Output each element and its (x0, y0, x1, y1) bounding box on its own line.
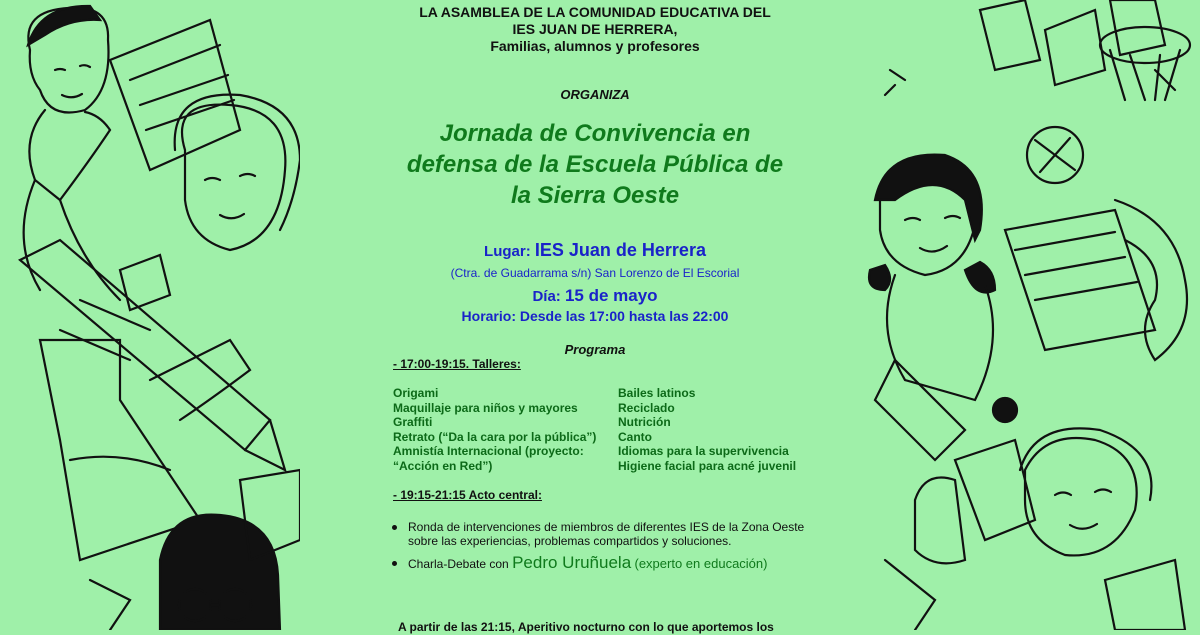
taller-item: Maquillaje para niños y mayores (393, 400, 578, 415)
acto-item-charla (408, 553, 828, 572)
taller-item: Bailes latinos (618, 386, 696, 400)
acto-item-intervenciones (408, 520, 828, 548)
talleres-heading: - 17:00-19:15. Talleres: (393, 357, 521, 371)
event-title (330, 118, 860, 211)
venue-label: Lugar: (484, 243, 531, 260)
talleres-list-left (393, 386, 618, 474)
organizer-line-1: LA ASAMBLEA DE LA COMUNIDAD EDUCATIVA DEL (419, 4, 771, 20)
right-illustration-drawing (855, 0, 1200, 630)
bullet-icon (392, 525, 397, 530)
right-illustration (855, 0, 1200, 630)
speaker-name: Pedro Uruñuela (512, 553, 632, 572)
date (330, 286, 860, 306)
taller-item: Reciclado (618, 400, 675, 415)
left-illustration (0, 0, 300, 630)
taller-item: Amnistía Internacional (proyecto: (393, 444, 584, 459)
footer-text: A partir de las 21:15, Aperitivo nocturno con lo que aportemos los (398, 620, 774, 634)
event-title-line-3: la Sierra Oeste (510, 182, 680, 209)
venue (330, 240, 860, 261)
talleres-list-right (618, 386, 833, 474)
acto-central-list (408, 520, 828, 579)
speaker-description: (experto en educación) (634, 556, 768, 571)
schedule: Horario: Desde las 17:00 hasta las 22:00 (461, 308, 729, 324)
event-title-line-2: defensa de la Escuela Pública de (406, 151, 784, 178)
programa-heading: Programa (564, 342, 626, 357)
taller-item: Higiene facial para acné juvenil (618, 458, 797, 473)
organizer-header (330, 4, 860, 55)
left-illustration-drawing (0, 0, 300, 630)
taller-item: Nutrición (618, 415, 671, 430)
organiza-label: ORGANIZA (560, 87, 630, 102)
date-value: 15 de mayo (564, 286, 658, 305)
taller-item: Graffiti (393, 415, 433, 430)
date-label: Día: (532, 288, 561, 305)
charla-prefix: Charla-Debate con (408, 557, 509, 571)
taller-item: Origami (393, 386, 439, 400)
taller-item: Retrato (“Da la cara por la pública”) (393, 429, 597, 444)
taller-item: Idiomas para la supervivencia (618, 444, 789, 459)
taller-item: “Acción en Red”) (393, 458, 493, 473)
bullet-icon (392, 561, 397, 566)
taller-item: Canto (618, 429, 652, 444)
acto-item-text: Ronda de intervenciones de miembros de diferentes IES de la Zona Oeste sobre las experiencias, problemas compartidos y soluciones. (408, 520, 805, 548)
flyer-content (330, 0, 860, 634)
venue-value: IES Juan de Herrera (534, 240, 706, 260)
event-title-line-1: Jornada de Convivencia en (439, 120, 751, 147)
organizer-line-2: IES JUAN DE HERRERA, (512, 21, 678, 37)
organizer-line-3: Familias, alumnos y profesores (490, 38, 700, 54)
acto-central-heading: - 19:15-21:15 Acto central: (393, 488, 542, 502)
venue-address: (Ctra. de Guadarrama s/n) San Lorenzo de El Escorial (450, 266, 740, 280)
